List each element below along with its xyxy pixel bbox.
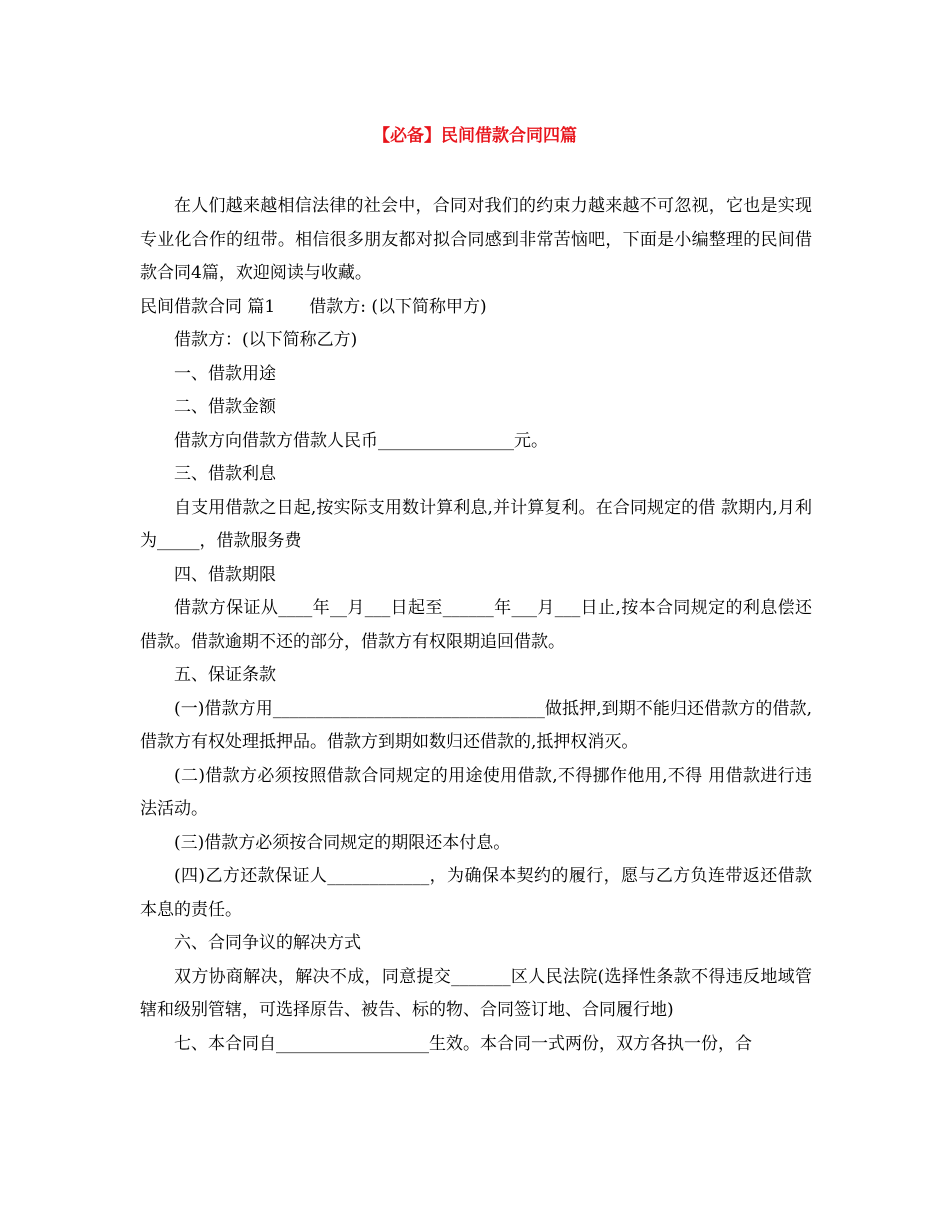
clause-heading-term: 四、借款期限 xyxy=(174,564,276,585)
clause-heading-amount: 二、借款金额 xyxy=(174,397,276,417)
paragraph-guarantee-3: (三)借款方必须按合同规定的期限还本付息。 xyxy=(174,832,511,853)
clause-heading-interest: 三、借款利息 xyxy=(174,464,276,484)
paragraph-dispute: 双方协商解决，解决不成，同意提交_______区人民法院(选择性条款不得违反地域管辖和级别管辖，可选择原告、被告、标的物、合同签订地、合同履行地) xyxy=(140,966,812,1020)
document-body xyxy=(140,190,812,1061)
intro-paragraph: 在人们越来越相信法律的社会中，合同对我们的约束力越来越不可忽视，它也是实现专业化合作的纽带。相信很多朋友都对拟合同感到非常苦恼吧，下面是小编整理的民间借款合同4篇，欢迎阅读与收藏。 xyxy=(140,196,812,283)
paragraph-guarantee-4: (四)乙方还款保证人____________，为确保本契约的履行，愿与乙方负连带返还借款本息的责任。 xyxy=(140,866,812,920)
section-heading xyxy=(140,291,812,325)
section-heading-label: 民间借款合同 篇1 xyxy=(140,296,276,317)
paragraph-borrower-b: 借款方：(以下简称乙方) xyxy=(174,330,358,350)
paragraph-guarantee-1: (一)借款方用________________________________做抵押,到期不能归还借款方的借款,借款方有权处理抵押品。借款方到期如数归还借款的,抵押权消灭。 xyxy=(140,698,812,752)
clause-heading-guarantee: 五、保证条款 xyxy=(174,665,276,685)
document-title: 【必备】民间借款合同四篇 xyxy=(373,126,577,146)
paragraph-interest: 自支用借款之日起,按实际支用数计算利息,并计算复利。在合同规定的借 款期内,月利为_____，借款服务费 xyxy=(140,497,812,551)
section-heading-party: 借款方: (以下简称甲方) xyxy=(309,296,487,317)
clause-heading-dispute: 六、合同争议的解决方式 xyxy=(174,933,361,953)
paragraph-term: 借款方保证从____年__月___日起至______年___月___日止,按本合同规定的利息偿还借款。借款逾期不还的部分，借款方有权限期追回借款。 xyxy=(140,598,812,652)
paragraph-amount: 借款方向借款方借款人民币________________元。 xyxy=(174,430,548,451)
paragraph-effective: 七、本合同自__________________生效。本合同一式两份，双方各执一份，合 xyxy=(174,1033,752,1054)
paragraph-guarantee-2: (二)借款方必须按照借款合同规定的用途使用借款,不得挪作他用,不得 用借款进行违法活动。 xyxy=(140,765,812,819)
clause-heading-purpose: 一、借款用途 xyxy=(174,363,276,384)
